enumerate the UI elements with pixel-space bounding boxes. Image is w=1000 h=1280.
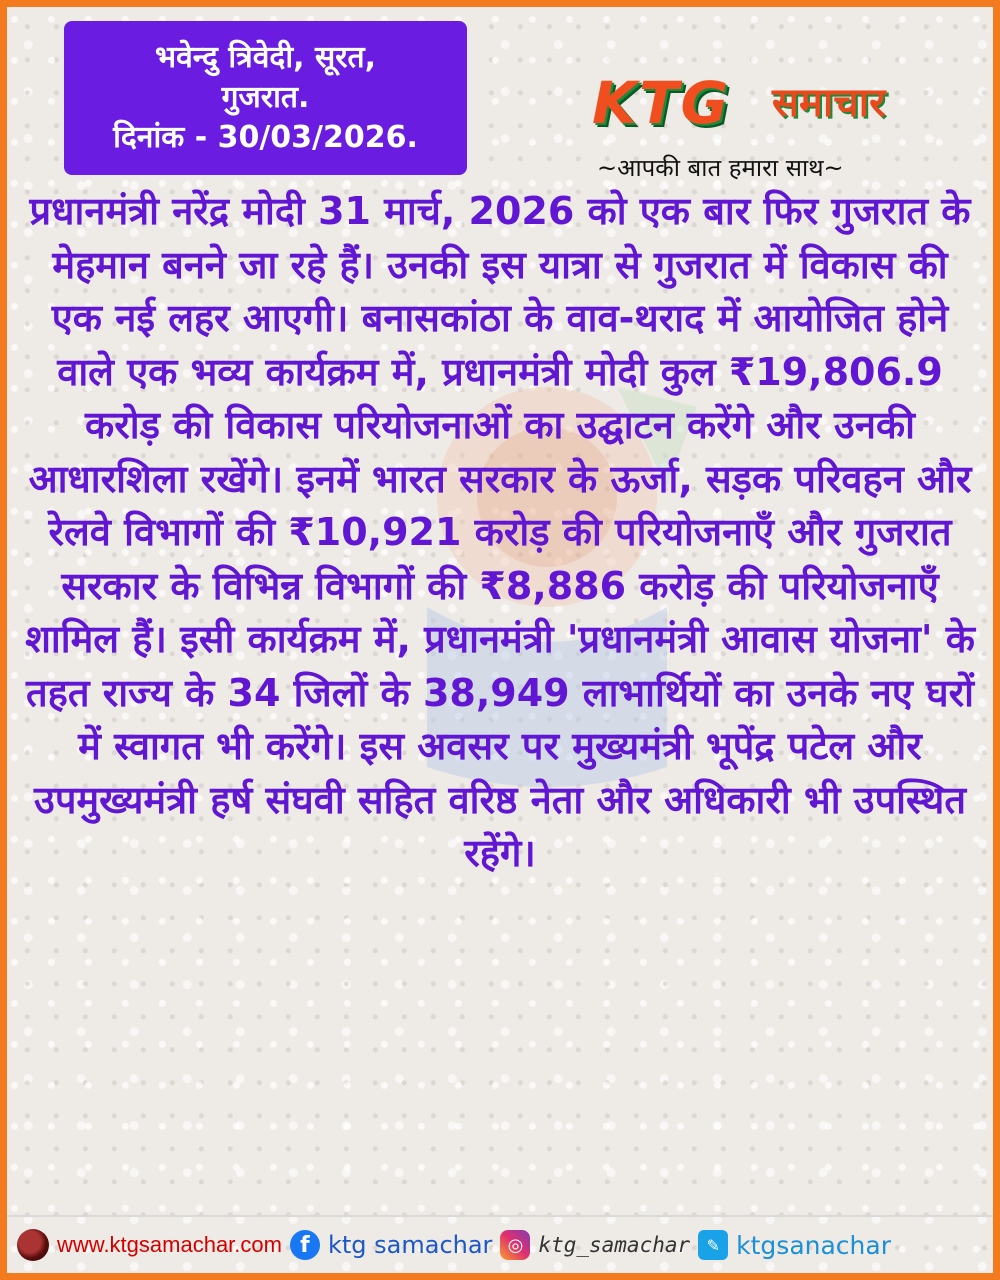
reporter-byline-box: [64, 21, 467, 175]
footer-divider: [7, 1215, 993, 1217]
website-link[interactable]: www.ktgsamachar.com: [57, 1232, 282, 1257]
byline-state: गुजरात.: [221, 80, 310, 115]
instagram-icon[interactable]: ◎: [500, 1230, 530, 1260]
facebook-handle[interactable]: ktg samachar: [327, 1231, 493, 1259]
logo-tagline: ~आपकी बात हमारा साथ~: [597, 154, 844, 182]
facebook-icon[interactable]: f: [290, 1230, 320, 1260]
instagram-handle[interactable]: ktg_samachar: [538, 1233, 691, 1257]
byline-reporter: भवेन्दु त्रिवेदी, सूरत,: [154, 40, 376, 75]
social-footer: [17, 1225, 989, 1265]
globe-icon: [17, 1229, 49, 1261]
koo-icon[interactable]: ✎: [698, 1230, 728, 1260]
byline-date: दिनांक - 30/03/2026.: [113, 120, 418, 155]
ktg-samachar-logo: [592, 69, 962, 139]
news-article-body: प्रधानमंत्री नरेंद्र मोदी 31 मार्च, 2026 को एक बार फिर गुजरात के मेहमान बनने जा रहे हैं। उनकी इस यात्रा से गुजरात में विकास की एक नई लहर आएगी। बनासकांठा के वाव-थराद में आयोजित होने वाले एक भव्य कार्यक्रम में, प्रधानमंत्री मोदी कुल ₹19,806.9 करोड़ की विकास परियोजनाओं का उद्घाटन करेंगे और उनकी आधारशिला रखेंगे। इनमें भारत सरकार के ऊर्जा, सड़क परिवहन और रेलवे विभागों की ₹10,921 करोड़ की परियोजनाएँ और गुजरात सरकार के विभिन्न विभागों की ₹8,886 करोड़ की परियोजनाएँ शामिल हैं। इसी कार्यक्रम में, प्रधानमंत्री 'प्रधानमंत्री आवास योजना' के तहत राज्य के 34 जिलों के 38,949 लाभार्थियों का उनके नए घरों में स्वागत भी करेंगे। इस अवसर पर मुख्यमंत्री भूपेंद्र पटेल और उपमुख्यमंत्री हर्ष संघवी सहित वरिष्ठ नेता और अधिकारी भी उपस्थित रहेंगे।: [25, 189, 975, 875]
logo-brand: KTG: [592, 69, 731, 137]
other-social-handle[interactable]: ktgsanachar: [736, 1230, 891, 1260]
logo-hindi-text: समाचार: [772, 80, 886, 126]
